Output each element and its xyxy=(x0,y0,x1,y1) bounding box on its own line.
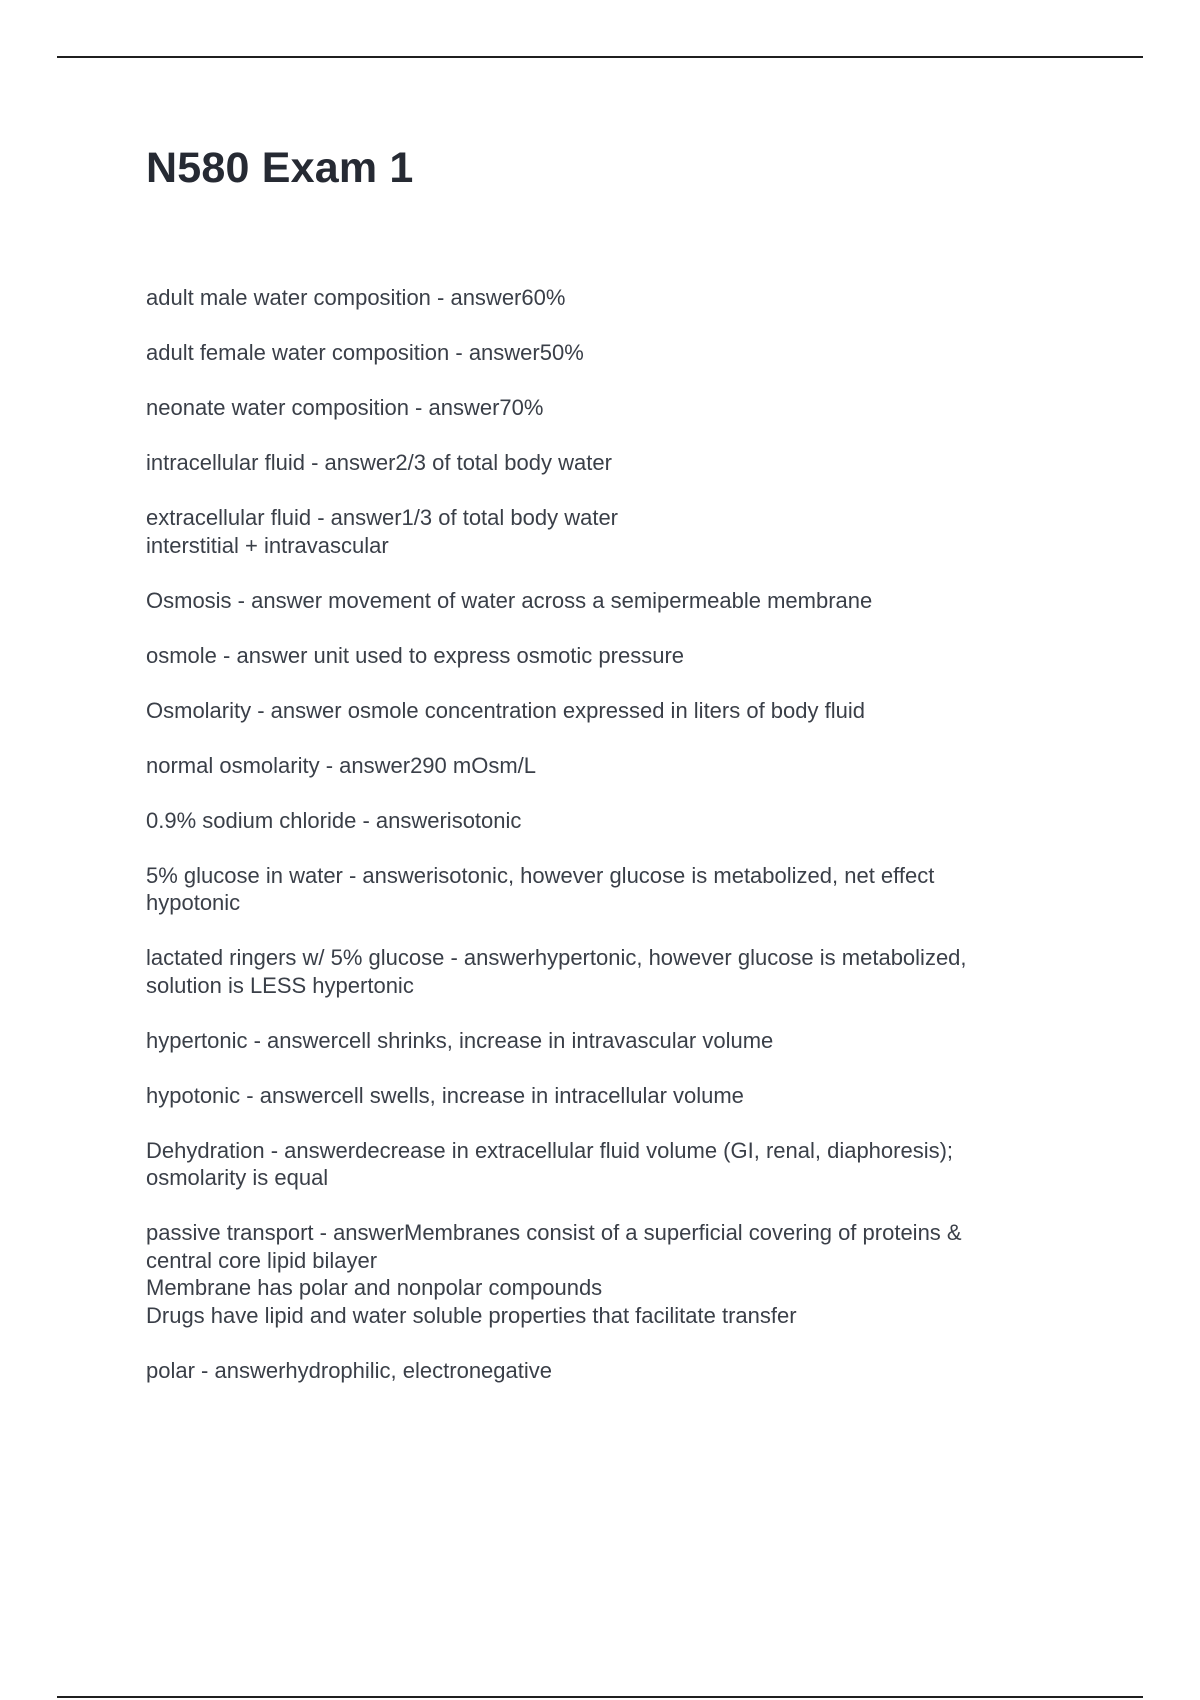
entry-line: hypotonic - answercell swells, increase in intracellular volume xyxy=(146,1082,744,1108)
list-item xyxy=(146,752,1076,780)
entry-line: neonate water composition - answer70% xyxy=(146,395,544,420)
bottom-rule xyxy=(57,1696,1143,1698)
flashcard-list xyxy=(146,284,1076,1412)
list-item xyxy=(146,697,1076,725)
entry-line: adult female water composition - answer50% xyxy=(146,340,584,365)
entry-line: Osmolarity - answer osmole concentration expressed in liters of body fluid xyxy=(146,697,865,723)
list-item xyxy=(146,284,1076,312)
list-item xyxy=(146,339,1076,367)
entry-line: intracellular fluid - answer2/3 of total body water xyxy=(146,450,612,475)
list-item xyxy=(146,587,1076,615)
entry-line: hypertonic - answercell shrinks, increase in intravascular volume xyxy=(146,1027,774,1053)
entry-line: lactated ringers w/ 5% glucose - answerhypertonic, however glucose is metabolized, xyxy=(146,945,967,970)
entry-line: osmole - answer unit used to express osmotic pressure xyxy=(146,642,685,668)
list-item xyxy=(146,1357,1076,1385)
entry-line: polar - answerhydrophilic, electronegative xyxy=(146,1357,552,1383)
entry-line: extracellular fluid - answer1/3 of total body water xyxy=(146,505,619,530)
list-item xyxy=(146,394,1076,422)
top-rule xyxy=(57,56,1143,58)
entry-line: interstitial + intravascular xyxy=(146,532,389,558)
entry-line: central core lipid bilayer xyxy=(146,1247,378,1273)
list-item xyxy=(146,1027,1076,1055)
entry-line: solution is LESS hypertonic xyxy=(146,972,414,998)
entry-line: normal osmolarity - answer290 mOsm/L xyxy=(146,752,537,778)
list-item xyxy=(146,862,1076,917)
page-title: N580 Exam 1 xyxy=(146,144,414,192)
list-item xyxy=(146,642,1076,670)
list-item xyxy=(146,449,1076,477)
list-item xyxy=(146,807,1076,835)
entry-line: Dehydration - answerdecrease in extracellular fluid volume (GI, renal, diaphoresis); xyxy=(146,1137,954,1163)
list-item xyxy=(146,944,1076,999)
entry-line: passive transport - answerMembranes consist of a superficial covering of proteins & xyxy=(146,1220,962,1245)
entry-line: adult male water composition - answer60% xyxy=(146,285,566,310)
entry-line: osmolarity is equal xyxy=(146,1165,329,1190)
list-item xyxy=(146,504,1076,559)
entry-line: Drugs have lipid and water soluble properties that facilitate transfer xyxy=(146,1302,797,1328)
entry-line: Osmosis - answer movement of water across a semipermeable membrane xyxy=(146,587,873,613)
list-item xyxy=(146,1219,1076,1329)
list-item xyxy=(146,1137,1076,1192)
list-item xyxy=(146,1082,1076,1110)
entry-line: Membrane has polar and nonpolar compounds xyxy=(146,1275,603,1300)
entry-line: 0.9% sodium chloride - answerisotonic xyxy=(146,807,522,833)
entry-line: hypotonic xyxy=(146,890,241,915)
entry-line: 5% glucose in water - answerisotonic, however glucose is metabolized, net effect xyxy=(146,862,935,888)
